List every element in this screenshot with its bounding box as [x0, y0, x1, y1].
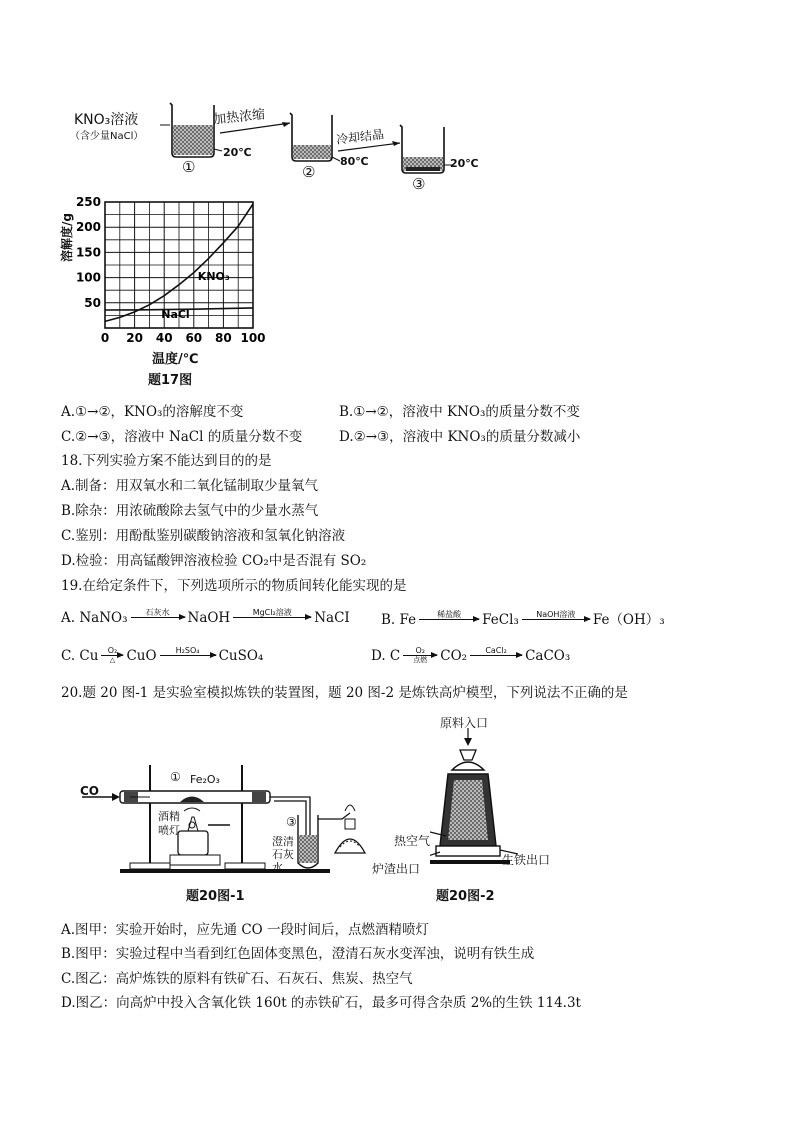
q19-option-b: B. Fe 稀盐酸 FeCl₃ NaOH溶液 Fe（OH）₃ [381, 610, 665, 628]
beaker-2 [290, 113, 332, 161]
beaker-1 [170, 103, 214, 157]
q18-option-a: A.制备：用双氧水和二氧化锰制取少量氧气 [61, 478, 319, 494]
limewater-label: 澄清石灰水 [272, 835, 294, 874]
q17-option-b: B.①→②，溶液中 KNO₃的质量分数不变 [339, 404, 580, 420]
crystallization-process-diagram [160, 95, 490, 195]
co-label: CO [80, 784, 100, 798]
q20-option-d: D.图乙：向高炉中投入含氧化铁 160t 的赤铁矿石，最多可得含杂质 2%的生铁 114.3t [61, 995, 581, 1011]
beaker-1-temp: 20℃ [223, 146, 252, 159]
y-tick-label: 200 [75, 220, 101, 235]
solution-sub-label: （含少量NaCl） [70, 131, 144, 142]
q19-option-a: A. NaNO₃ 石灰水 NaOH MgCl₂溶液 NaCI [61, 608, 350, 626]
q18-option-c: C.鉴别：用酚酞鉴别碳酸钠溶液和氢氧化钠溶液 [61, 528, 346, 544]
q19-option-c: C. Cu O₂ △ CuO H₂SO₄ CuSO₄ [61, 646, 264, 664]
beaker-2-temp: 80℃ [340, 155, 369, 168]
x-tick-label: 60 [185, 331, 203, 345]
x-tick-label: 100 [240, 331, 266, 345]
x-tick-label: 40 [155, 331, 173, 345]
iron-smelting-apparatus-diagram [80, 755, 380, 880]
q17-option-c: C.②→③，溶液中 NaCl 的质量分数不变 [61, 429, 303, 445]
fe2o3-label: Fe₂O₃ [190, 773, 220, 786]
q20-option-c: C.图乙：高炉炼铁的原料有铁矿石、石灰石、焦炭、热空气 [61, 971, 413, 987]
inlet-label: 原料入口 [440, 716, 489, 730]
fig20-2-caption: 题20图-2 [436, 889, 495, 904]
y-tick-label: 100 [75, 270, 101, 285]
x-tick-label: 20 [126, 331, 143, 345]
y-tick-label: 150 [75, 245, 101, 260]
fig20-1-caption: 题20图-1 [186, 889, 245, 904]
solubility-chart [55, 190, 275, 370]
q20-stem: 20.题 20 图-1 是实验室模拟炼铁的装置图，题 20 图-2 是炼铁高炉模型，下列说法不正确的是 [61, 685, 628, 701]
q19-stem: 19.在给定条件下，下列选项所示的物质间转化能实现的是 [61, 578, 407, 594]
q17-option-d: D.②→③，溶液中 KNO₃的质量分数减小 [339, 429, 581, 445]
beaker-3 [400, 125, 444, 173]
q19-option-d: D. C O₂ 点燃 CO₂ CaCl₂ CaCO₃ [371, 646, 571, 664]
fig1-circle-3: ③ [286, 815, 297, 829]
y-tick-label: 250 [75, 195, 101, 209]
chart-xlabel: 温度/℃ [152, 352, 199, 367]
iron-outlet-label: 生铁出口 [502, 853, 551, 867]
step-label-crystallize: 冷却结晶 [335, 127, 385, 147]
series-label-kno3: KNO₃ [197, 270, 230, 284]
beaker-1-number: ① [182, 158, 196, 176]
beaker-3-temp: 20℃ [450, 157, 479, 170]
q18-option-b: B.除杂：用浓硫酸除去氢气中的少量水蒸气 [61, 503, 319, 519]
fig17-caption: 题17图 [148, 373, 193, 388]
step-label-concentrate: 加热浓缩 [212, 107, 266, 128]
q17-option-a: A.①→②，KNO₃的溶解度不变 [61, 404, 244, 420]
solution-label: KNO₃溶液 [74, 112, 139, 128]
x-tick-label: 0 [100, 331, 110, 345]
slag-outlet-label: 炉渣出口 [372, 862, 421, 876]
y-tick-label: 50 [84, 295, 101, 310]
q18-option-d: D.检验：用高锰酸钾溶液检验 CO₂中是否混有 SO₂ [61, 553, 367, 569]
q18-stem: 18.下列实验方案不能达到目的的是 [61, 453, 272, 469]
beaker-2-number: ② [302, 163, 316, 181]
hot-air-label: 热空气 [394, 834, 431, 848]
lamp-label: 酒精喷灯 [158, 810, 180, 837]
series-label-nacl: NaCl [161, 307, 190, 321]
x-tick-label: 80 [215, 331, 232, 345]
chart-ylabel: 溶解度/g [60, 213, 74, 262]
q20-option-b: B.图甲：实验过程中当看到红色固体变黑色，澄清石灰水变浑浊，说明有铁生成 [61, 946, 535, 962]
fig1-circle-1: ① [170, 770, 181, 784]
beaker-3-number: ③ [412, 175, 426, 193]
q20-option-a: A.图甲：实验开始时，应先通 CO 一段时间后，点燃酒精喷灯 [61, 922, 430, 938]
